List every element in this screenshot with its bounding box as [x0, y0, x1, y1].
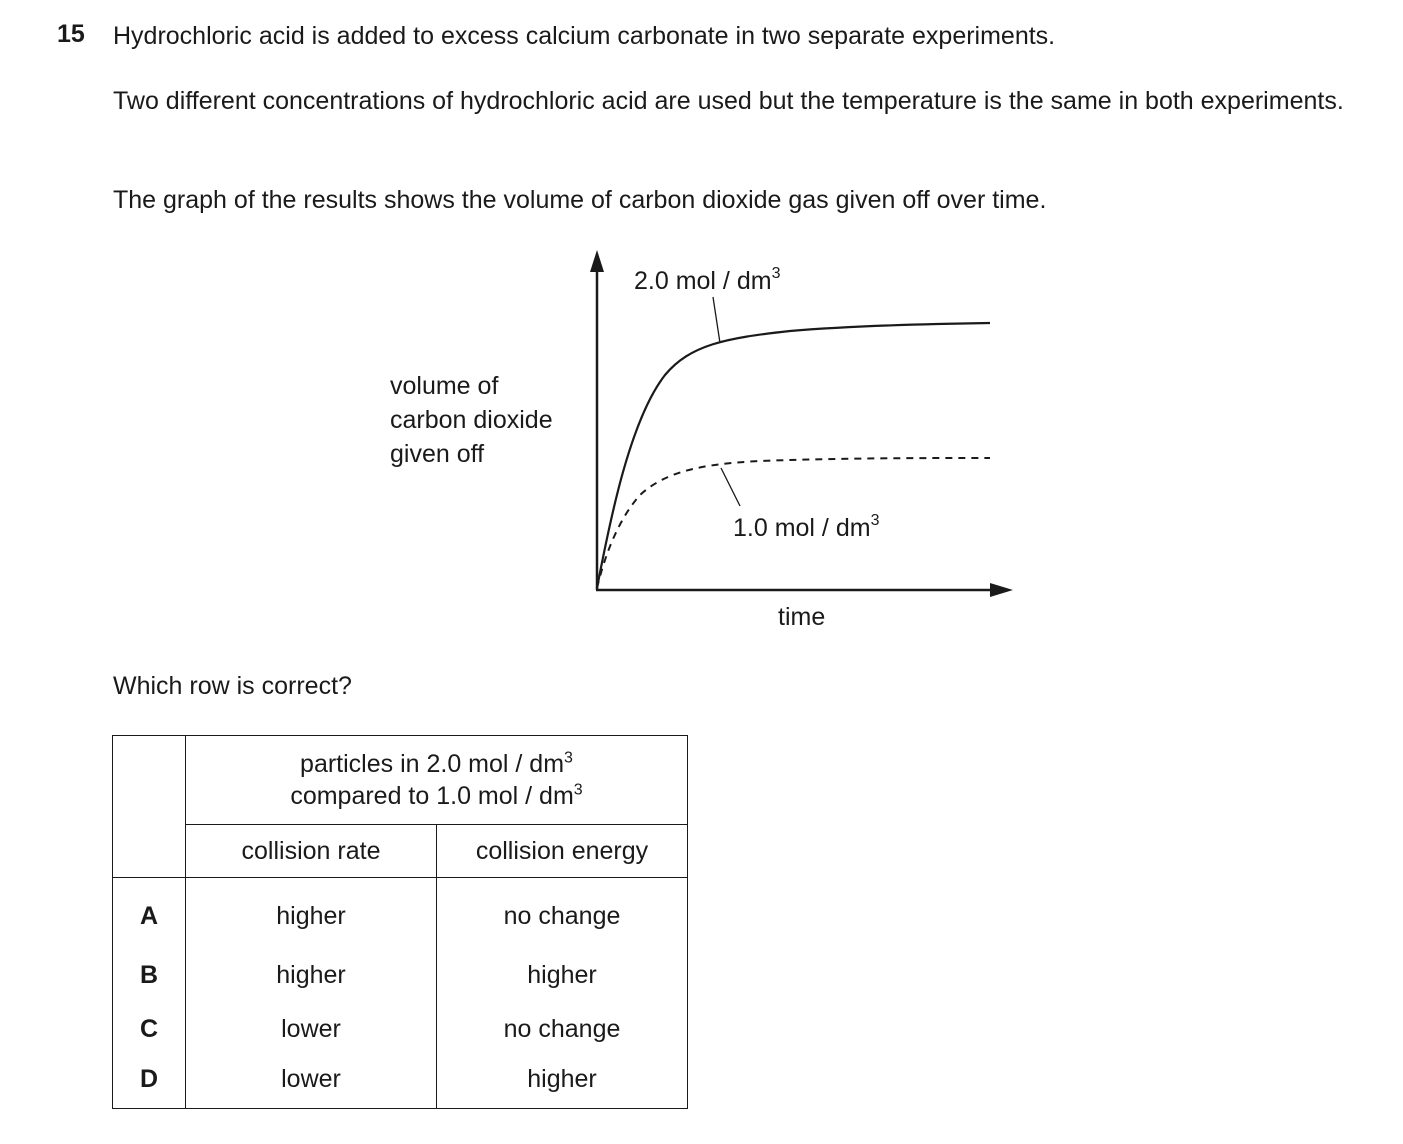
label-leader-2-0: [713, 297, 720, 343]
label-leader-1-0: [721, 468, 740, 506]
row-collision-rate: higher: [186, 948, 437, 1002]
table-row: [113, 948, 688, 1002]
curve-label-2-0: 2.0 mol / $dm^3$: [634, 265, 781, 295]
y-axis-arrow: [590, 250, 604, 272]
row-letter: A: [113, 878, 186, 949]
y-axis-label-line3: given off: [390, 440, 485, 468]
row-letter: B: [113, 948, 186, 1002]
table-row: [113, 1002, 688, 1056]
row-letter: C: [113, 1002, 186, 1056]
row-collision-energy: higher: [437, 948, 688, 1002]
col-header-collision-rate: collision rate: [186, 825, 437, 878]
col-header-collision-energy: collision energy: [437, 825, 688, 878]
y-axis-label-line2: carbon dioxide: [390, 406, 553, 434]
group-header: particles in 2.0 mol / $dm^3$ compared to 1.0 mol / $dm^3$: [186, 736, 688, 825]
table-row: [113, 1056, 688, 1109]
question-number: 15: [57, 20, 85, 48]
graph-intro: The graph of the results shows the volume of carbon dioxide gas given off over time.: [113, 186, 1047, 214]
question-conditions: Two different concentrations of hydrochloric acid are used but the temperature is the same in both experiments.: [113, 87, 1344, 115]
row-letter: D: [113, 1056, 186, 1109]
y-axis-label-line1: volume of: [390, 372, 499, 400]
row-collision-energy: higher: [437, 1056, 688, 1109]
x-axis-label: time: [778, 603, 826, 631]
answer-table: [112, 735, 688, 1109]
question-prompt: Which row is correct?: [113, 672, 352, 700]
row-collision-energy: no change: [437, 1002, 688, 1056]
row-collision-energy: no change: [437, 878, 688, 949]
row-collision-rate: lower: [186, 1002, 437, 1056]
curve-2-0: [597, 323, 990, 588]
table-row: [113, 878, 688, 949]
question-intro: Hydrochloric acid is added to excess calcium carbonate in two separate experiments.: [113, 22, 1056, 50]
header-empty-cell: [113, 736, 186, 878]
curve-label-1-0: 1.0 mol / $dm^3$: [733, 512, 880, 542]
row-collision-rate: lower: [186, 1056, 437, 1109]
x-axis-arrow: [990, 583, 1013, 597]
row-collision-rate: higher: [186, 878, 437, 949]
